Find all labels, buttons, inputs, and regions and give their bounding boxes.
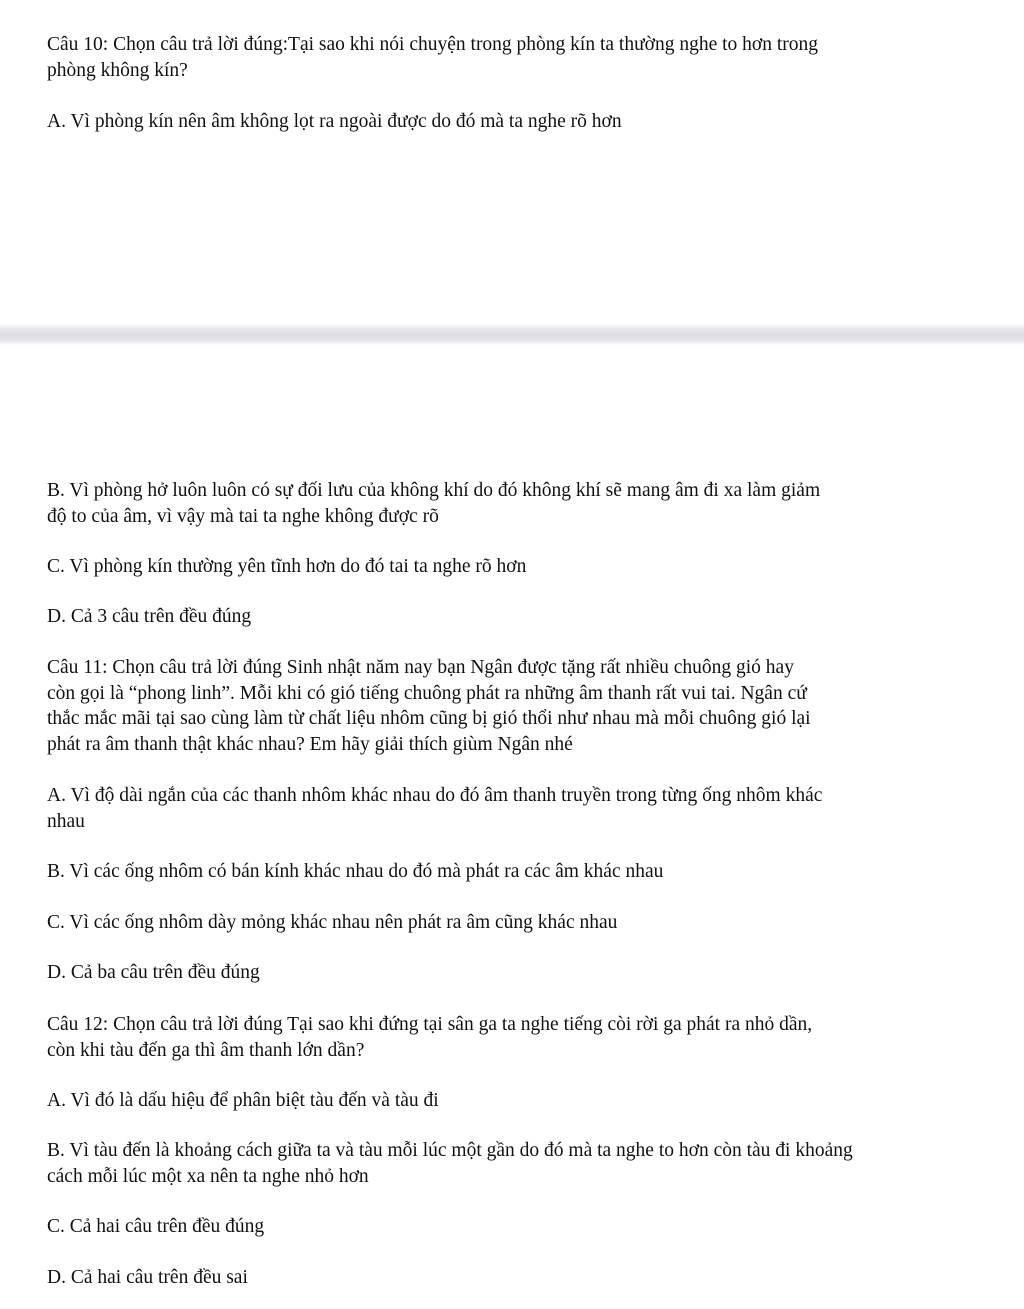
text-line: B. Vì các ống nhôm có bán kính khác nhau do đó mà phát ra các âm khác nhau (47, 861, 664, 882)
text-line: phòng không kín? (47, 59, 188, 81)
text-line: D. Cả hai câu trên đều sai (47, 1267, 248, 1288)
text-line: nhau (47, 810, 85, 832)
question-12-option-d (47, 1265, 248, 1291)
text-line: B. Vì tàu đến là khoảng cách giữa ta và tàu mỗi lúc một gần do đó mà ta nghe to hơn còn tàu đi khoảng (47, 1140, 853, 1161)
text-line: B. Vì phòng hở luôn luôn có sự đối lưu của không khí do đó không khí sẽ mang âm đi xa làm giảm (47, 480, 821, 501)
text-line: C. Vì phòng kín thường yên tĩnh hơn do đó tai ta nghe rõ hơn (47, 556, 527, 577)
text-line: C. Vì các ống nhôm dày mỏng khác nhau nên phát ra âm cũng khác nhau (47, 912, 618, 933)
text-line: D. Cả ba câu trên đều đúng (47, 962, 260, 983)
text-line: A. Vì đó là dấu hiệu để phân biệt tàu đến và tàu đi (47, 1090, 439, 1111)
question-10-option-b (47, 478, 820, 529)
text-line: A. Vì phòng kín nên âm không lọt ra ngoài được do đó mà ta nghe rõ hơn (47, 111, 622, 132)
text-line: phát ra âm thanh thật khác nhau? Em hãy giải thích giùm Ngân nhé (47, 733, 573, 755)
question-11-option-b (47, 859, 663, 885)
question-12-option-c (47, 1214, 264, 1240)
question-11-option-a (47, 783, 822, 834)
text-line: độ to của âm, vì vậy mà tai ta nghe không được rõ (47, 505, 439, 527)
screenshot-seam-divider (0, 323, 1024, 345)
text-line: A. Vì độ dài ngắn của các thanh nhôm khác nhau do đó âm thanh truyền trong từng ống nhôm khác (47, 785, 823, 806)
text-line: Câu 12: Chọn câu trả lời đúng Tại sao khi đứng tại sân ga ta nghe tiếng còi rời ga phát ra nhỏ dần, (47, 1014, 813, 1035)
text-line: C. Cả hai câu trên đều đúng (47, 1216, 265, 1237)
text-line: Câu 10: Chọn câu trả lời đúng:Tại sao khi nói chuyện trong phòng kín ta thường nghe to hơn trong (47, 34, 819, 55)
question-12-option-b (47, 1138, 853, 1189)
text-line: còn khi tàu đến ga thì âm thanh lớn dần? (47, 1039, 365, 1061)
text-line: cách mỗi lúc một xa nên ta nghe nhỏ hơn (47, 1165, 369, 1187)
question-11-option-d (47, 960, 260, 986)
question-10-option-a (47, 109, 622, 135)
question-10-option-c (47, 554, 526, 580)
text-line: thắc mắc mãi tại sao cùng làm từ chất liệu nhôm cũng bị gió thổi như nhau mà mỗi chuông gió lại (47, 708, 811, 729)
question-10-stem (47, 32, 818, 83)
question-11-stem (47, 655, 811, 757)
text-line: Câu 11: Chọn câu trả lời đúng Sinh nhật năm nay bạn Ngân được tặng rất nhiều chuông gió hay (47, 657, 794, 678)
question-11-option-c (47, 910, 617, 936)
text-line: D. Cả 3 câu trên đều đúng (47, 606, 252, 627)
question-12-stem (47, 1012, 812, 1063)
question-12-option-a (47, 1088, 439, 1114)
text-line: còn gọi là “phong linh”. Mỗi khi có gió tiếng chuông phát ra những âm thanh rất vui tai. Ngân cứ (47, 682, 807, 704)
question-10-option-d (47, 604, 251, 630)
